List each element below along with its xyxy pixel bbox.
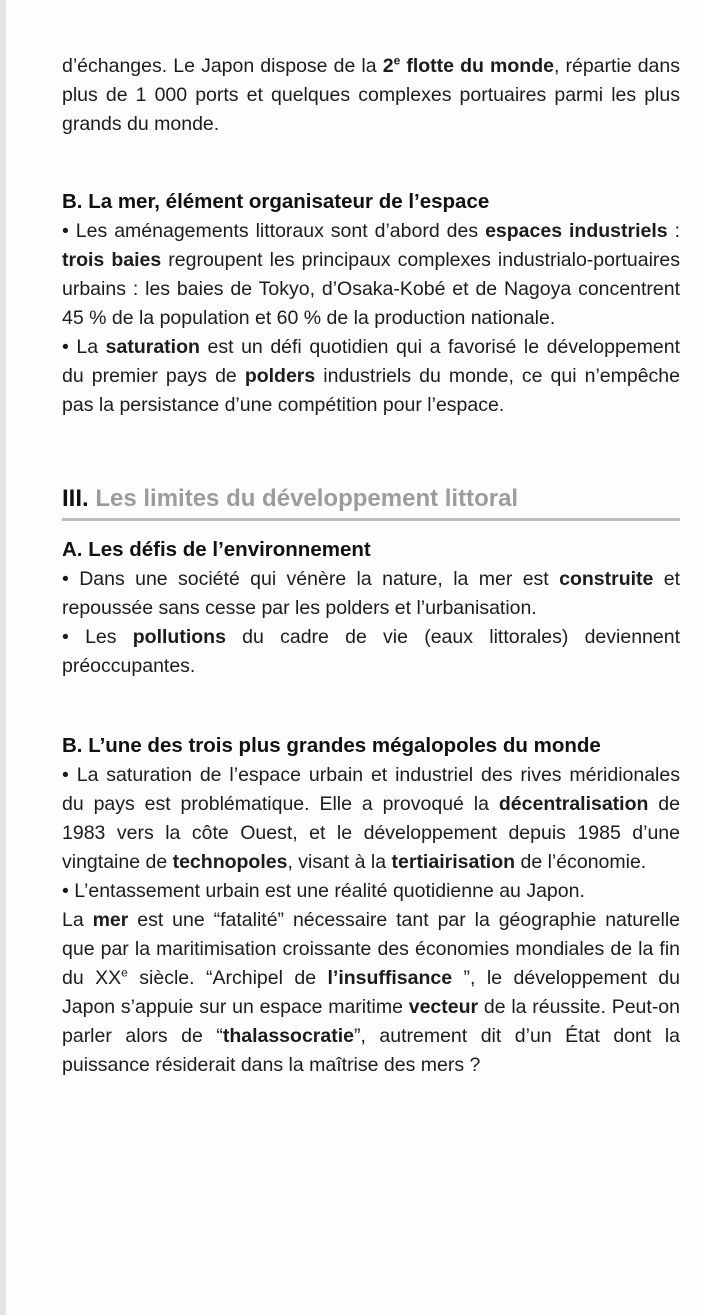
section-b2-heading: B. L’une des trois plus grandes mégalopoles du monde — [62, 734, 601, 757]
text-run: • La — [62, 336, 106, 358]
section-b-bullet-1 — [62, 217, 680, 333]
intro-paragraph — [62, 52, 680, 139]
section-b-heading: B. La mer, élément organisateur de l’espace — [62, 190, 490, 213]
emphasis-text: construite — [559, 568, 654, 590]
text-run: • La saturation de l’espace urbain et industriel des rives méridionales du pays est problématique. Elle a provoqué la — [62, 764, 680, 815]
text-run: industriels du monde, ce qui n’empêche pas la persistance d’une compétition pour l’espace. — [62, 365, 680, 416]
emphasis-text: espaces industriels — [485, 220, 668, 242]
text-run: de 1983 vers la côte Ouest, et le développement depuis 1985 d’une vingtaine de — [62, 793, 681, 873]
part-3-number: III. — [62, 485, 89, 512]
text-run: de la réussite. Peut-on parler alors de “ — [62, 996, 680, 1047]
emphasis-text: trois baies — [62, 249, 162, 271]
text-run: d’échanges. Le Japon dispose de la — [62, 55, 383, 77]
section-a-bullet-2 — [62, 623, 680, 681]
section-b2-bullet-1 — [62, 761, 680, 877]
emphasis-text: 2 — [382, 55, 394, 77]
section-b2-bullet-2 — [62, 877, 680, 906]
text-run: siècle. “Archipel de — [127, 967, 328, 989]
emphasis-text: technopoles — [172, 851, 288, 873]
section-a-heading: A. Les défis de l’environnement — [62, 538, 371, 561]
emphasis-text: décentralisation — [498, 793, 649, 815]
section-a-bullet-1 — [62, 565, 680, 623]
page-content — [62, 52, 680, 1080]
emphasis-text: pollutions — [132, 626, 226, 648]
part-3-heading — [62, 482, 680, 521]
text-run: • L’entassement urbain est une réalité quotidienne au Japon. — [62, 880, 585, 902]
emphasis-text: vecteur — [408, 996, 479, 1018]
text-run: est une “fatalité” nécessaire tant par la géographie naturelle que par la maritimisation croissante des économies mondiales de la fin du XX — [62, 909, 680, 989]
text-run: , visant à la — [287, 851, 392, 873]
text-run: • Les — [62, 626, 133, 648]
text-run: e — [121, 965, 128, 980]
text-run: , répartie dans plus de 1 000 ports et quelques complexes portuaires parmi les plus grands du monde. — [62, 55, 680, 135]
emphasis-text: thalassocratie — [222, 1025, 354, 1047]
emphasis-text: saturation — [105, 336, 200, 358]
emphasis-text: l’insuffisance — [327, 967, 453, 989]
text-run: ”, le développement du Japon s’appuie sur un espace maritime — [62, 967, 680, 1018]
text-run: La — [62, 909, 93, 931]
text-run: ”, autrement dit d’un État dont la puissance résiderait dans la maîtrise des mers ? — [62, 1025, 680, 1076]
emphasis-text: polders — [244, 365, 316, 387]
conclusion-paragraph — [62, 906, 680, 1080]
text-run: du cadre de vie (eaux littorales) deviennent préoccupantes. — [62, 626, 681, 677]
text-run: • Dans une société qui vénère la nature, la mer est — [62, 568, 560, 590]
text-run: est un défi quotidien qui a favorisé le développement du premier pays de — [62, 336, 680, 387]
emphasis-text: flotte du monde — [400, 55, 554, 77]
text-run: • Les aménagements littoraux sont d’abord des — [62, 220, 486, 242]
text-run: de l’économie. — [515, 851, 647, 873]
emphasis-text: mer — [92, 909, 129, 931]
emphasis-text: e — [393, 53, 401, 68]
page-edge-shadow — [0, 0, 6, 1315]
section-b-bullet-2 — [62, 333, 680, 420]
text-run: regroupent les principaux complexes industrialo-portuaires urbains : les baies de Tokyo, d’Osaka-Kobé et de Nagoya concentrent 45 % de la population et 60 % de la production nationale. — [62, 249, 680, 329]
emphasis-text: tertiairisation — [391, 851, 516, 873]
text-run: et repoussée sans cesse par les polders et l’urbanisation. — [62, 568, 680, 619]
part-3-title: Les limites du développement littoral — [95, 485, 519, 512]
text-run: : — [667, 220, 681, 242]
